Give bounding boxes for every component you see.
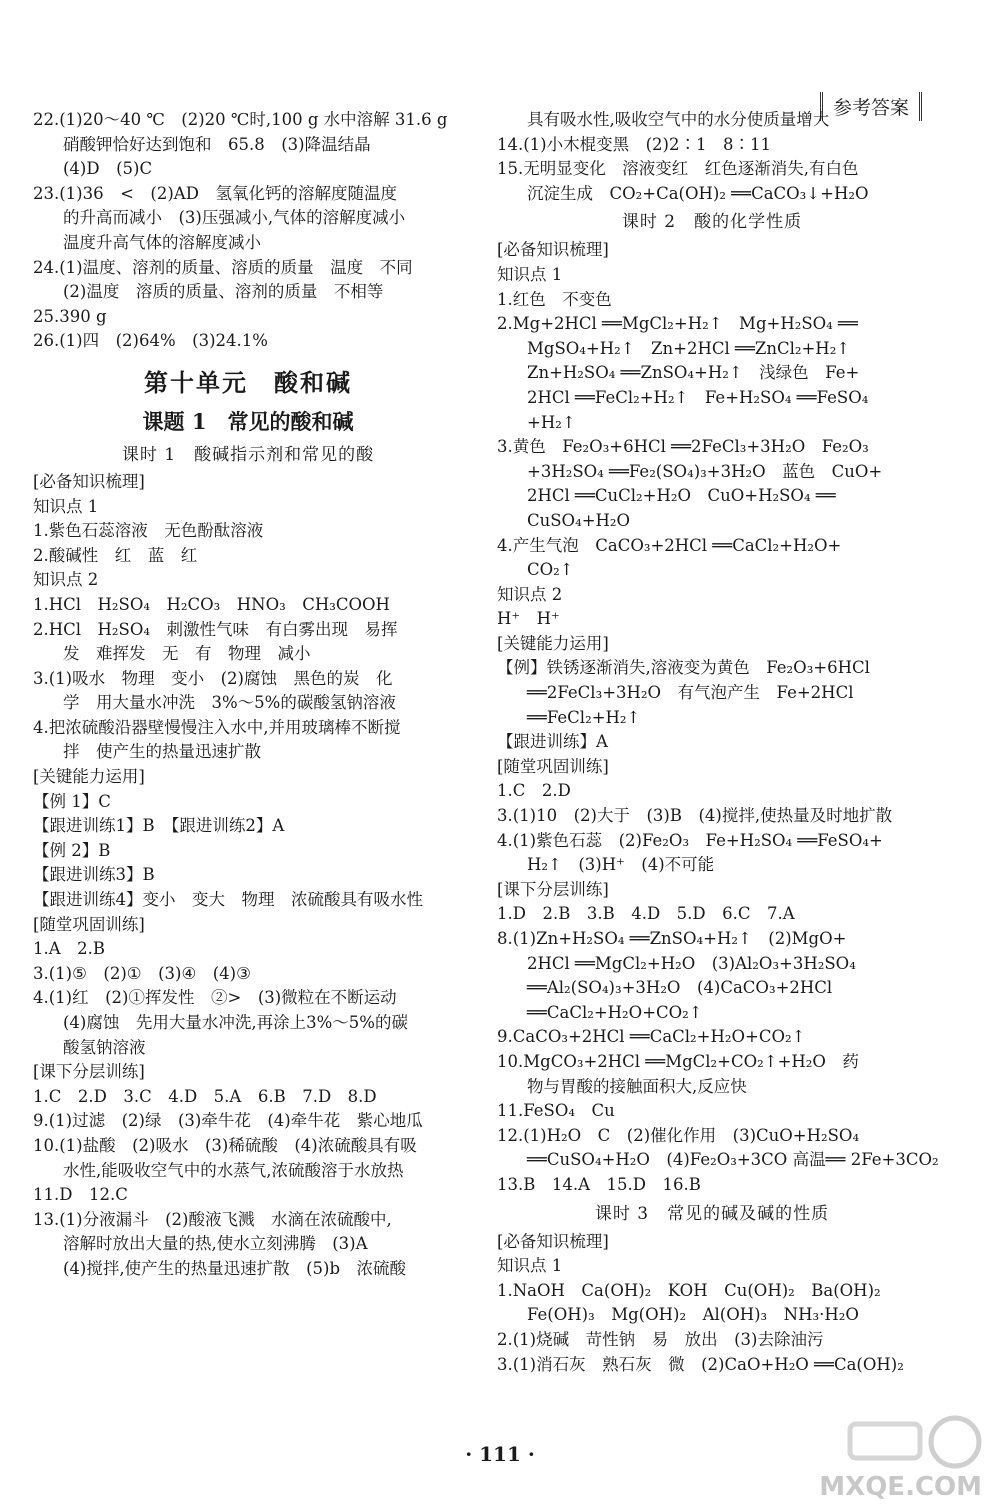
answer-line: +H₂↑ xyxy=(527,412,576,432)
answer-line: 24.(1)温度、溶剂的质量、溶质的质量 温度 不同 xyxy=(33,257,413,277)
answer-line: [关键能力运用] xyxy=(497,633,609,653)
page-number: · 111 · xyxy=(465,1442,535,1466)
answer-line: 【例 1】C xyxy=(33,791,111,811)
unit-title: 第十单元 酸和碱 xyxy=(144,367,352,397)
answer-line: 发 难挥发 无 有 物理 减小 xyxy=(63,644,311,664)
answer-line: [必备知识梳理] xyxy=(33,471,145,491)
answer-line: 1.A 2.B xyxy=(33,939,106,959)
answer-line: 拌 使产生的热量迅速扩散 xyxy=(63,742,261,762)
answer-line: 2.(1)烧碱 苛性钠 易 放出 (3)去除油污 xyxy=(497,1329,824,1349)
answer-line: 13.(1)分液漏斗 (2)酸液飞溅 水滴在浓硫酸中, xyxy=(33,1209,392,1229)
answer-line: 4.(1)红 (2)①挥发性 ②> (3)微粒在不断运动 xyxy=(33,988,397,1008)
answer-line: 具有吸水性,吸收空气中的水分使质量增大 xyxy=(527,110,830,129)
answer-line: [必备知识梳理] xyxy=(497,1231,609,1251)
answer-line: 溶解时放出大量的热,使水立刻沸腾 (3)A xyxy=(63,1234,368,1254)
answer-line: 3.(1)10 (2)大于 (3)B (4)搅拌,使热量及时地扩散 xyxy=(497,806,893,826)
answer-line: ══2FeCl₃+3H₂O 有气泡产生 Fe+2HCl xyxy=(527,683,854,703)
answer-line: Zn+H₂SO₄ ══ZnSO₄+H₂↑ 浅绿色 Fe+ xyxy=(527,363,860,383)
answer-line: 4.(1)紫色石蕊 (2)Fe₂O₃ Fe+H₂SO₄ ══FeSO₄+ xyxy=(497,830,883,850)
answer-line: 13.B 14.A 15.D 16.B xyxy=(497,1174,701,1194)
answer-line: 1.紫色石蕊溶液 无色酚酞溶液 xyxy=(33,521,264,541)
watermark-logo xyxy=(819,1402,990,1502)
answer-line: 9.(1)过滤 (2)绿 (3)牵牛花 (4)牵牛花 紫心地瓜 xyxy=(33,1111,423,1131)
answer-line: 知识点 1 xyxy=(497,264,563,284)
answer-line: 3.(1)吸水 物理 变小 (2)腐蚀 黑色的炭 化 xyxy=(33,668,393,688)
answer-line: MgSO₄+H₂↑ Zn+2HCl ══ZnCl₂+H₂↑ xyxy=(527,338,851,358)
answer-line: 1.红色 不变色 xyxy=(497,289,612,309)
right-column xyxy=(497,108,939,1377)
header-tag: 参考答案 xyxy=(820,92,922,121)
answer-line: [随堂巩固训练] xyxy=(497,756,609,776)
answer-line: [随堂巩固训练] xyxy=(33,914,145,934)
answer-line: 【跟进训练4】变小 变大 物理 浓硫酸具有吸水性 xyxy=(33,890,423,910)
answer-line: 10.(1)盐酸 (2)吸水 (3)稀硫酸 (4)浓硫酸具有吸 xyxy=(33,1135,417,1155)
answer-line: Fe(OH)₃ Mg(OH)₂ Al(OH)₃ NH₃·H₂O xyxy=(527,1305,859,1325)
session-title: 课时 1 酸碱指示剂和常见的酸 xyxy=(121,444,375,465)
answer-line: 1.HCl H₂SO₄ H₂CO₃ HNO₃ CH₃COOH xyxy=(33,594,390,614)
answer-line: (4)腐蚀 先用大量水冲洗,再涂上3%～5%的碳 xyxy=(63,1013,408,1032)
answer-line: 知识点 2 xyxy=(497,584,563,604)
answer-line: 23.(1)36 < (2)AD 氢氧化钙的溶解度随温度 xyxy=(33,183,397,203)
session-title: 课时 2 酸的化学性质 xyxy=(621,212,803,233)
answer-line: 【例】铁锈逐渐消失,溶液变为黄色 Fe₂O₃+6HCl xyxy=(497,658,870,678)
answer-line: 硝酸钾恰好达到饱和 65.8 (3)降温结晶 xyxy=(63,134,371,154)
answer-line: (4)D (5)C xyxy=(63,159,153,179)
answer-line: 物与胃酸的接触面积大,反应快 xyxy=(527,1076,747,1096)
answer-line: 14.(1)小木棍变黑 (2)2∶1 8∶11 xyxy=(497,134,771,154)
answer-line: 2HCl ══CuCl₂+H₂O CuO+H₂SO₄ ══ xyxy=(527,486,836,506)
answer-line: CuSO₄+H₂O xyxy=(527,510,631,530)
answer-line: [课下分层训练] xyxy=(497,879,609,899)
answer-line: 【跟进训练】A xyxy=(497,732,608,752)
answer-line: 水性,能吸收空气中的水蒸气,浓硫酸溶于水放热 xyxy=(63,1160,404,1180)
answer-line: 4.把浓硫酸沿器壁慢慢注入水中,并用玻璃棒不断搅 xyxy=(33,717,401,737)
answer-line: H₂↑ (3)H⁺ (4)不可能 xyxy=(527,855,715,875)
answer-line: 温度升高气体的溶解度减小 xyxy=(63,232,261,252)
answer-line: 1.D 2.B 3.B 4.D 5.D 6.C 7.A xyxy=(497,904,795,924)
answer-line: 酸氢钠溶液 xyxy=(63,1037,146,1057)
answer-line: 的升高而减小 (3)压强减小,气体的溶解度减小 xyxy=(63,208,406,228)
answer-line: +3H₂SO₄ ══Fe₂(SO₄)₃+3H₂O 蓝色 CuO+ xyxy=(527,461,883,481)
answer-line: 【跟进训练3】B xyxy=(33,865,155,885)
answer-line: 10.MgCO₃+2HCl ══MgCl₂+CO₂↑+H₂O 药 xyxy=(497,1051,859,1071)
answer-line: 1.C 2.D 3.C 4.D 5.A 6.B 7.D 8.D xyxy=(33,1086,377,1106)
answer-line: 2.HCl H₂SO₄ 刺激性气味 有白雾出现 易挥 xyxy=(33,619,398,639)
answer-line: 知识点 2 xyxy=(33,570,99,590)
answer-line: 11.D 12.C xyxy=(33,1185,128,1205)
answer-line: 2HCl ══MgCl₂+H₂O (3)Al₂O₃+3H₂SO₄ xyxy=(527,953,856,973)
answer-line: 1.NaOH Ca(OH)₂ KOH Cu(OH)₂ Ba(OH)₂ xyxy=(497,1280,881,1300)
answer-line: 3.黄色 Fe₂O₃+6HCl ══2FeCl₃+3H₂O Fe₂O₃ xyxy=(497,437,869,457)
answer-line: 11.FeSO₄ Cu xyxy=(497,1101,615,1121)
answer-line: [必备知识梳理] xyxy=(497,240,609,260)
answer-line: H⁺ H⁺ xyxy=(497,609,560,629)
answer-line: 知识点 1 xyxy=(497,1256,563,1276)
answer-line: 22.(1)20～40 ℃ (2)20 ℃时,100 g 水中溶解 31.6 g xyxy=(33,110,448,129)
answer-line: 1.C 2.D xyxy=(497,781,571,801)
answer-line: CO₂↑ xyxy=(527,560,574,580)
answer-line: (2)温度 溶质的质量、溶剂的质量 不相等 xyxy=(63,282,384,302)
answer-line: 15.无明显变化 溶液变红 红色逐渐消失,有白色 xyxy=(497,159,859,179)
answer-line: 2HCl ══FeCl₂+H₂↑ Fe+H₂SO₄ ══FeSO₄ xyxy=(527,387,869,407)
left-column xyxy=(33,108,463,1282)
answer-line: ══Al₂(SO₄)₃+3H₂O (4)CaCO₃+2HCl xyxy=(527,978,833,998)
answer-line: ══FeCl₂+H₂↑ xyxy=(527,707,641,727)
answer-line: (4)搅拌,使产生的热量迅速扩散 (5)b 浓硫酸 xyxy=(63,1258,407,1278)
answer-line: 9.CaCO₃+2HCl ══CaCl₂+H₂O+CO₂↑ xyxy=(497,1027,806,1047)
answer-line: 2.酸碱性 红 蓝 红 xyxy=(33,545,198,565)
answer-line: 25.390 g xyxy=(33,306,107,326)
answer-line: 4.产生气泡 CaCO₃+2HCl ══CaCl₂+H₂O+ xyxy=(497,535,842,555)
answer-line: 3.(1)消石灰 熟石灰 微 (2)CaO+H₂O ══Ca(OH)₂ xyxy=(497,1354,904,1374)
session-title: 课时 3 常见的碱及碱的性质 xyxy=(594,1203,830,1224)
lesson-title: 课题 1 常见的酸和碱 xyxy=(142,408,354,434)
answer-line: 26.(1)四 (2)64% (3)24.1% xyxy=(33,331,268,351)
answer-line: 【例 2】B xyxy=(33,840,111,860)
answer-line: 8.(1)Zn+H₂SO₄ ══ZnSO₄+H₂↑ (2)MgO+ xyxy=(497,929,847,948)
answer-line: 沉淀生成 CO₂+Ca(OH)₂ ══CaCO₃↓+H₂O xyxy=(527,183,869,203)
watermark-text: MXQE.COM xyxy=(819,1472,982,1502)
answer-line: ══CuSO₄+H₂O (4)Fe₂O₃+3CO 高温══ 2Fe+3CO₂ xyxy=(527,1150,939,1170)
answer-line: 知识点 1 xyxy=(33,496,99,516)
answer-line: 3.(1)⑤ (2)① (3)④ (4)③ xyxy=(33,963,251,983)
answer-line: 2.Mg+2HCl ══MgCl₂+H₂↑ Mg+H₂SO₄ ══ xyxy=(497,314,858,334)
answer-line: 12.(1)H₂O C (2)催化作用 (3)CuO+H₂SO₄ xyxy=(497,1125,860,1145)
answer-line: [课下分层训练] xyxy=(33,1062,145,1082)
answer-line: 【跟进训练1】B 【跟进训练2】A xyxy=(33,816,285,836)
answer-line: [关键能力运用] xyxy=(33,767,145,787)
answer-line: ══CaCl₂+H₂O+CO₂↑ xyxy=(527,1002,703,1022)
answer-line: 学 用大量水冲洗 3%～5%的碳酸氢钠溶液 xyxy=(63,693,396,713)
